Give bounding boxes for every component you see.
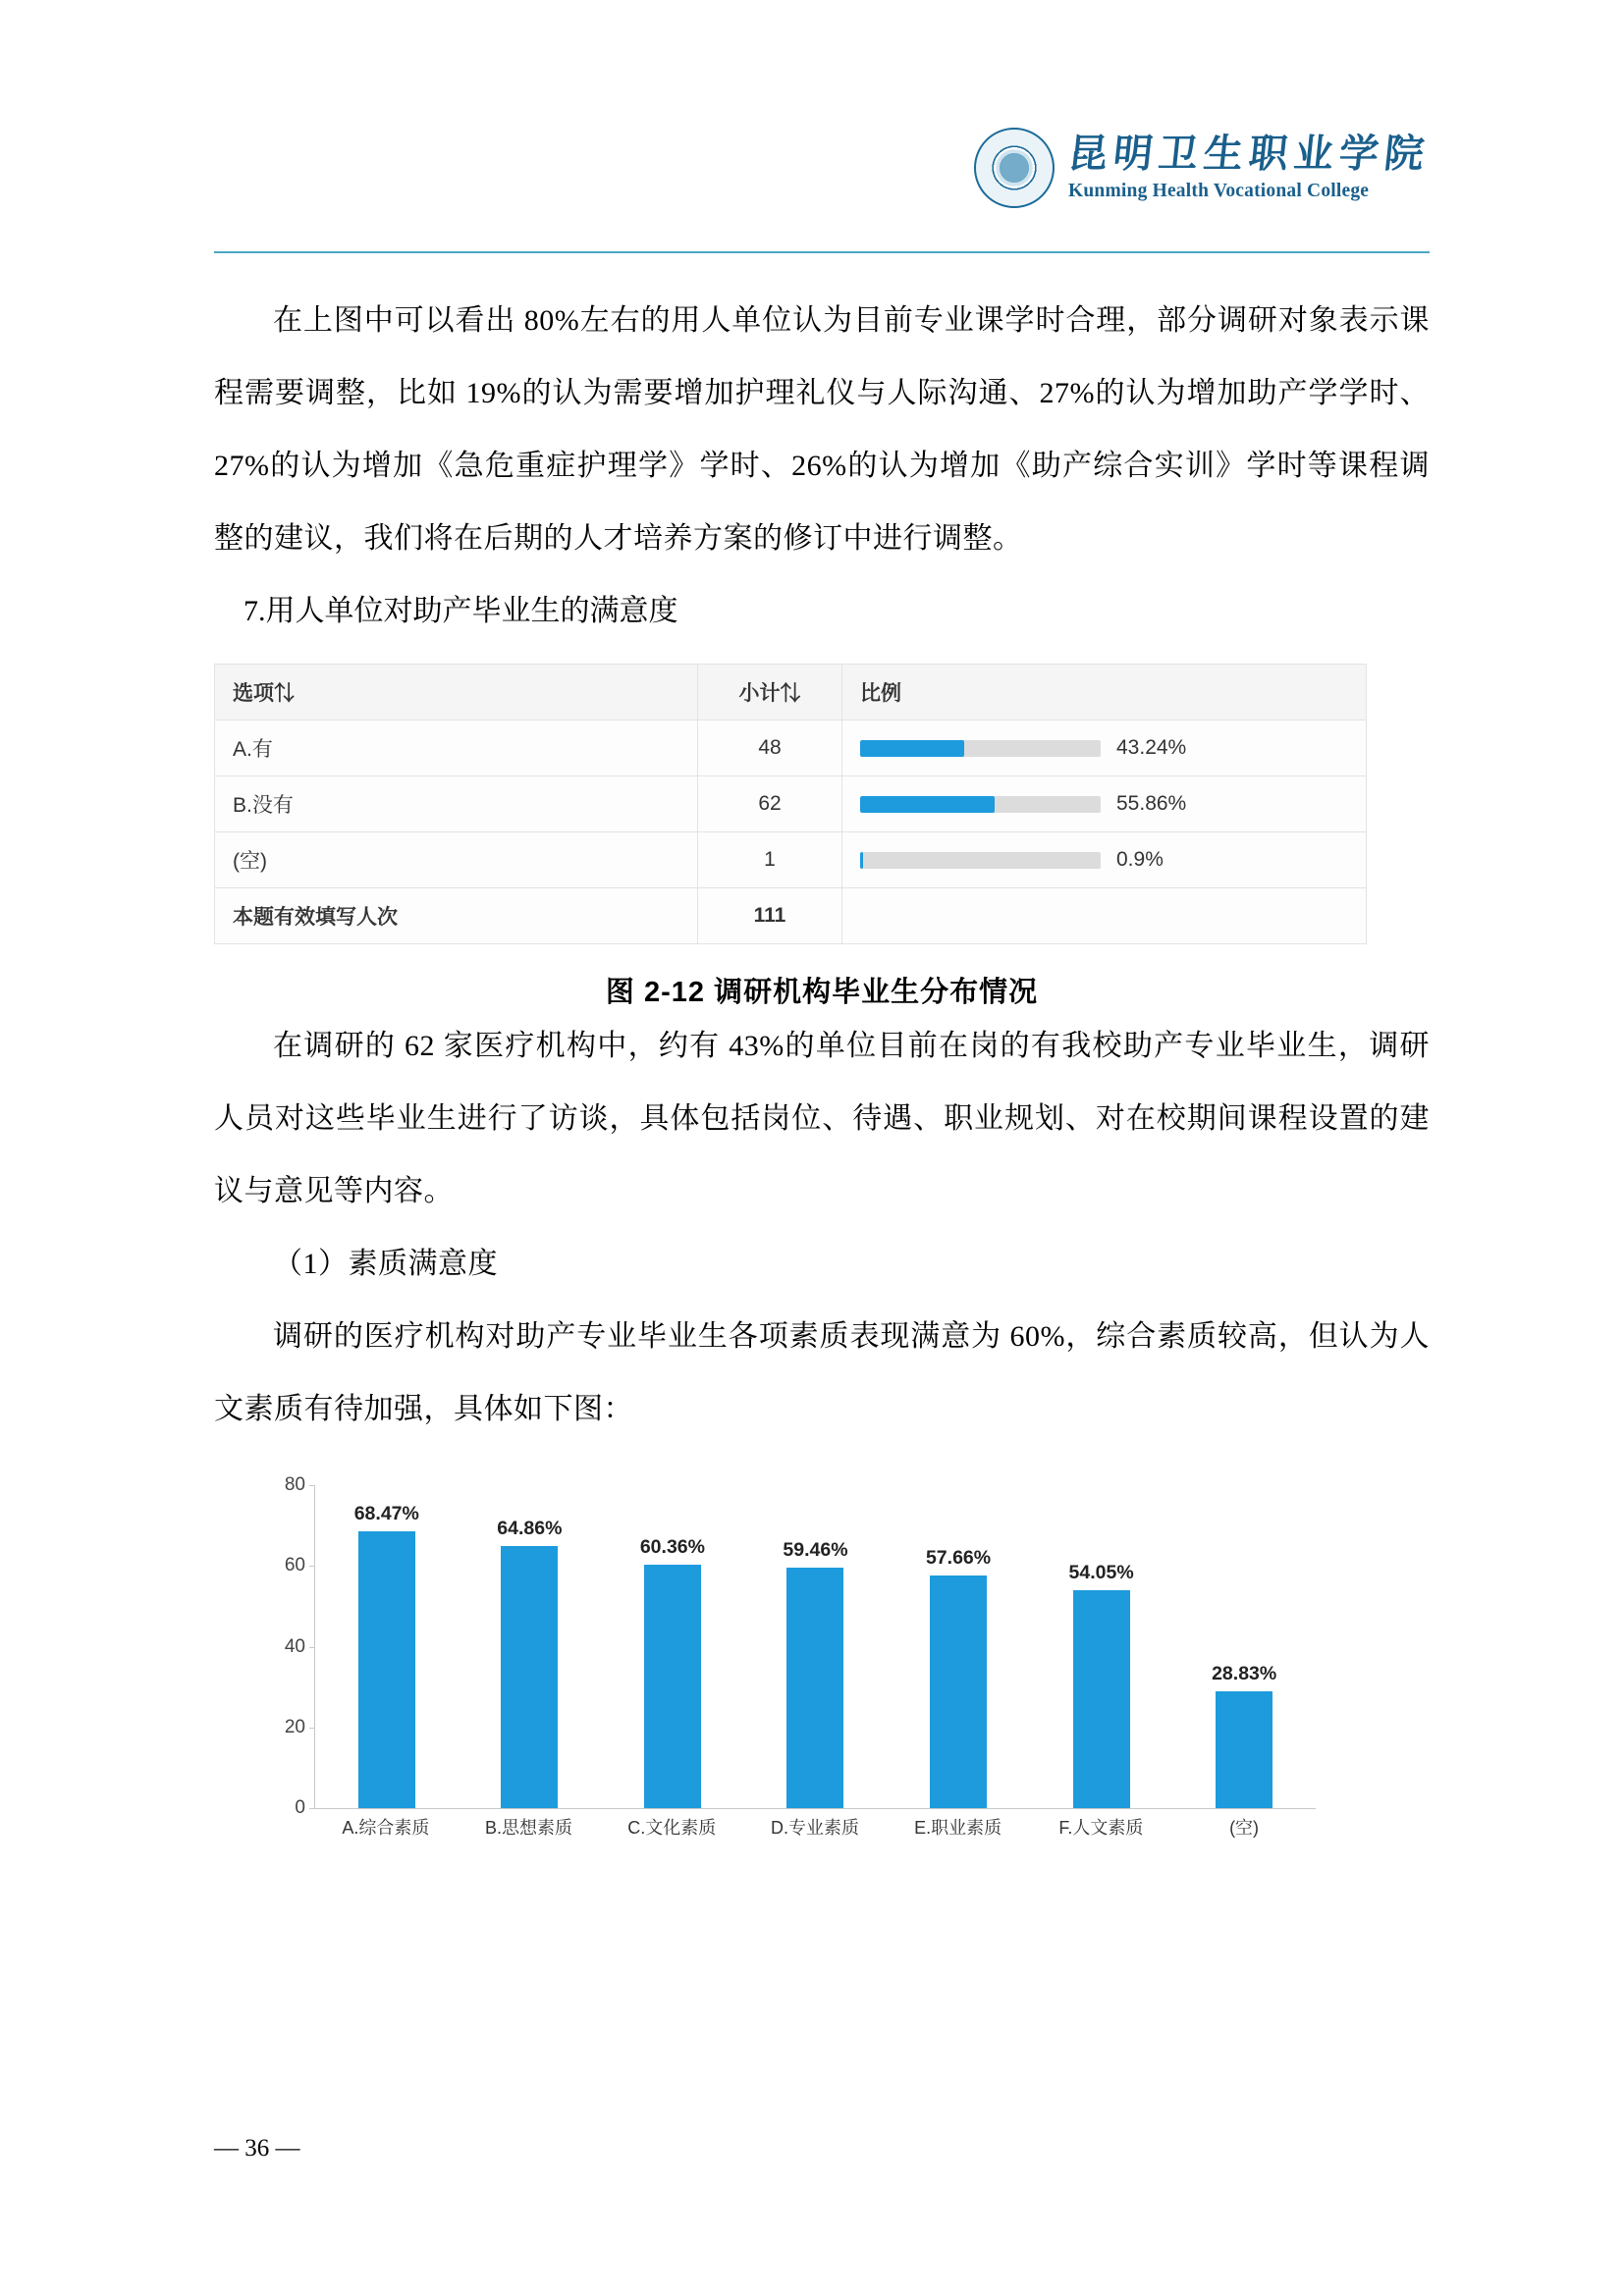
percent-label: 43.24% bbox=[1116, 736, 1187, 759]
cell-percent bbox=[842, 776, 1367, 832]
table-header-row bbox=[215, 665, 1367, 721]
percent-bar-group bbox=[860, 848, 1348, 872]
satisfaction-table bbox=[214, 664, 1367, 944]
percent-bar-track bbox=[860, 852, 1101, 869]
chart-bar-group bbox=[1183, 1485, 1306, 1808]
heading-sub-1: （1）素质满意度 bbox=[273, 1248, 498, 1280]
figure-caption: 图 2-12 调研机构毕业生分布情况 bbox=[605, 977, 1039, 1008]
college-name-cn: 昆明卫生职业学院 bbox=[1065, 132, 1433, 177]
total-value: 111 bbox=[698, 888, 842, 944]
chart-y-tick-mark bbox=[309, 1566, 315, 1567]
chart-bar-value: 59.46% bbox=[783, 1539, 848, 1562]
chart-bar bbox=[501, 1546, 558, 1808]
chart-x-label: A.综合素质 bbox=[342, 1818, 430, 1838]
percent-label: 55.86% bbox=[1116, 792, 1187, 815]
college-seal-icon bbox=[974, 128, 1055, 208]
chart-bar bbox=[644, 1565, 701, 1808]
chart-bar-value: 60.36% bbox=[639, 1535, 705, 1558]
college-logo-text bbox=[1065, 132, 1433, 202]
percent-bar-fill bbox=[860, 740, 964, 757]
chart-bar bbox=[1073, 1590, 1130, 1808]
sort-icon[interactable]: ⇅ bbox=[780, 682, 801, 705]
cell-count: 1 bbox=[698, 832, 842, 888]
chart-bar-group bbox=[897, 1485, 1020, 1808]
chart-x-label: B.思想素质 bbox=[485, 1818, 573, 1838]
paragraph-1: 在上图中可以看出 80%左右的用人单位认为目前专业课学时合理，部分调研对象表示课程需要调整，比如 19%的认为需要增加护理礼仪与人际沟通、27%的认为增加助产学学时、27%的认为增加《急危重症护理学》学时、26%的认为增加《助产综合实训》学时等课程调整的建议，我们将在后期的人才培养方案的修订中进行调整。 bbox=[214, 304, 1430, 555]
chart-plot-area bbox=[284, 1474, 1316, 1818]
column-header-option[interactable] bbox=[215, 665, 698, 721]
table-row bbox=[215, 776, 1367, 832]
chart-y-tick-mark bbox=[309, 1647, 315, 1648]
document-content bbox=[214, 285, 1430, 1868]
chart-x-label: D.专业素质 bbox=[770, 1818, 859, 1838]
table-total-row bbox=[215, 888, 1367, 944]
chart-bar-group bbox=[1040, 1485, 1163, 1808]
chart-y-tick-mark bbox=[309, 1808, 315, 1809]
paragraph-3: 调研的医疗机构对助产专业毕业生各项素质表现满意为 60%，综合素质较高，但认为人文素质有待加强，具体如下图： bbox=[214, 1320, 1430, 1425]
total-empty bbox=[842, 888, 1367, 944]
chart-y-tick-label: 60 bbox=[284, 1555, 305, 1576]
percent-bar-track bbox=[860, 740, 1101, 757]
chart-y-tick-label: 80 bbox=[284, 1474, 305, 1495]
chart-bar-value: 54.05% bbox=[1068, 1561, 1134, 1583]
percent-label: 0.9% bbox=[1116, 848, 1164, 871]
cell-count: 62 bbox=[698, 776, 842, 832]
table-row bbox=[215, 832, 1367, 888]
cell-percent bbox=[842, 721, 1367, 776]
chart-bar-value: 28.83% bbox=[1212, 1663, 1277, 1685]
column-header-percent-label: 比例 bbox=[860, 682, 901, 705]
cell-option: (空) bbox=[215, 832, 698, 888]
chart-y-tick-label: 20 bbox=[284, 1716, 305, 1737]
heading-7: 7.用人单位对助产毕业生的满意度 bbox=[244, 595, 678, 627]
percent-bar-group bbox=[860, 792, 1348, 816]
chart-bar bbox=[930, 1575, 987, 1808]
chart-bar-value: 57.66% bbox=[925, 1546, 992, 1569]
chart-bar bbox=[358, 1531, 415, 1808]
college-logo bbox=[974, 128, 1433, 208]
table-body bbox=[215, 721, 1367, 944]
table-head bbox=[215, 665, 1367, 721]
chart-x-label: C.文化素质 bbox=[627, 1818, 717, 1838]
page-footer bbox=[214, 2135, 1430, 2163]
chart-y-tick-label: 40 bbox=[284, 1635, 305, 1657]
column-header-option-label: 选项 bbox=[233, 682, 274, 705]
paragraph-2: 在调研的 62 家医疗机构中，约有 43%的单位目前在岗的有我校助产专业毕业生，调研人员对这些毕业生进行了访谈，具体包括岗位、待遇、职业规划、对在校期间课程设置的建议与意见等内容。 bbox=[214, 1030, 1430, 1207]
chart-bar bbox=[1216, 1691, 1272, 1808]
chart-x-axis bbox=[314, 1814, 1316, 1840]
chart-bars bbox=[315, 1485, 1316, 1808]
percent-bar-group bbox=[860, 736, 1348, 760]
column-header-count-label: 小计 bbox=[738, 682, 781, 705]
chart-x-label: F.人文素质 bbox=[1058, 1818, 1144, 1838]
total-label: 本题有效填写人次 bbox=[215, 888, 698, 944]
chart-bar-value: 64.86% bbox=[497, 1518, 563, 1540]
page-header bbox=[214, 128, 1433, 275]
chart-bar-group bbox=[611, 1485, 733, 1808]
cell-option: A.有 bbox=[215, 721, 698, 776]
college-name-en: Kunming Health Vocational College bbox=[1068, 181, 1370, 202]
chart-y-tick-label: 0 bbox=[295, 1797, 305, 1818]
chart-y-tick-mark bbox=[309, 1485, 315, 1486]
table-row bbox=[215, 721, 1367, 776]
sort-icon[interactable]: ⇅ bbox=[274, 682, 295, 705]
chart-bar-group bbox=[754, 1485, 877, 1808]
chart-x-label: (空) bbox=[1229, 1818, 1260, 1838]
column-header-percent bbox=[842, 665, 1367, 721]
chart-bar-group bbox=[468, 1485, 591, 1808]
chart-bar-group bbox=[325, 1485, 448, 1808]
page-number: — 36 — bbox=[214, 2135, 300, 2162]
cell-count: 48 bbox=[698, 721, 842, 776]
cell-percent bbox=[842, 832, 1367, 888]
quality-satisfaction-chart bbox=[214, 1475, 1367, 1868]
percent-bar-fill bbox=[860, 852, 863, 869]
header-divider bbox=[214, 251, 1430, 253]
chart-x-label: E.职业素质 bbox=[914, 1818, 1002, 1838]
chart-bar-value: 68.47% bbox=[353, 1503, 419, 1525]
chart-bar bbox=[786, 1568, 843, 1808]
chart-y-tick-mark bbox=[309, 1728, 315, 1729]
cell-option: B.没有 bbox=[215, 776, 698, 832]
column-header-count[interactable] bbox=[698, 665, 842, 721]
percent-bar-track bbox=[860, 796, 1101, 813]
percent-bar-fill bbox=[860, 796, 995, 813]
